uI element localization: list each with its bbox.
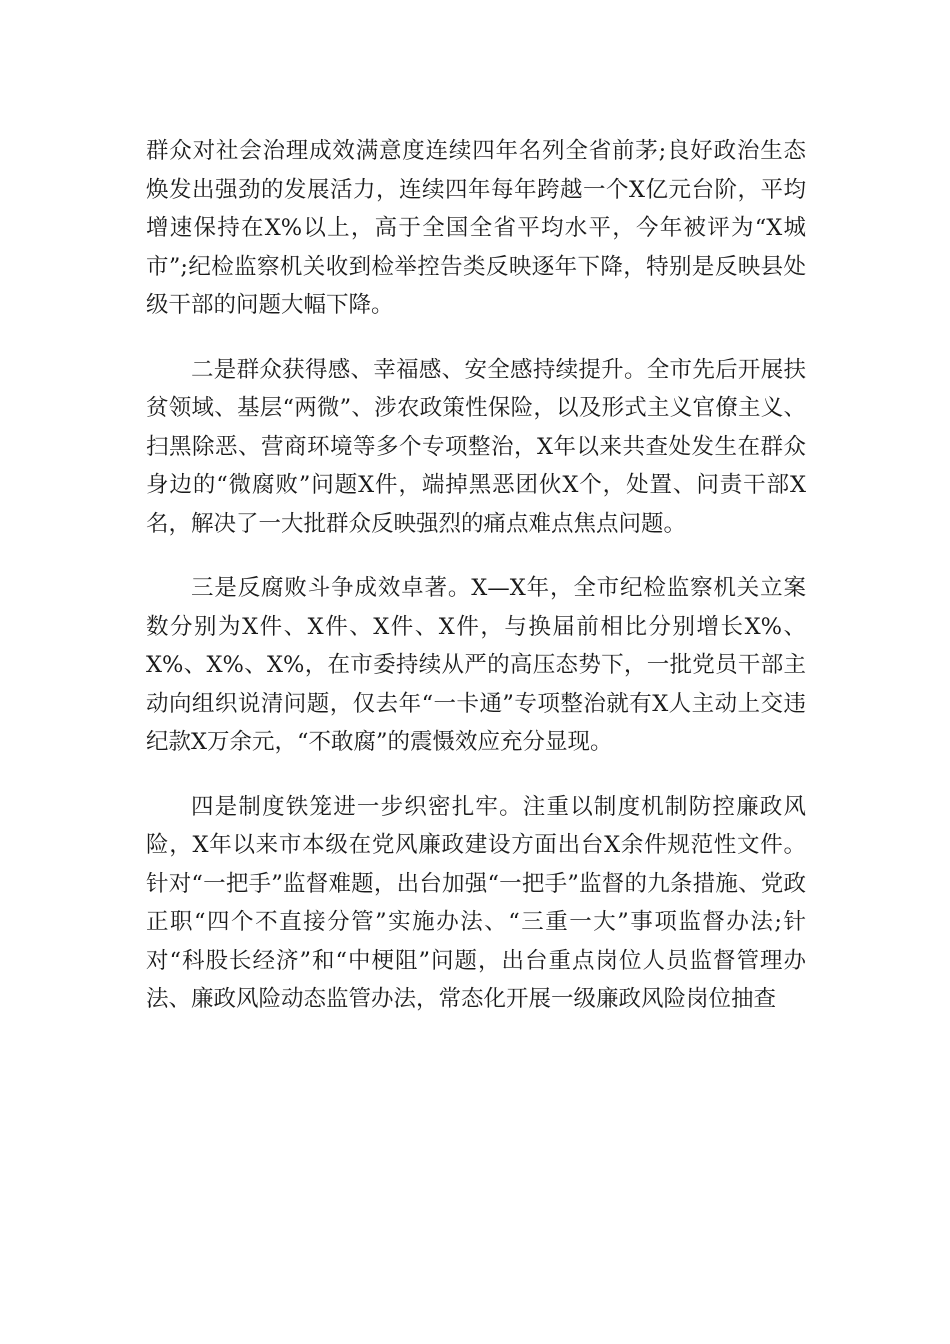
document-body — [146, 132, 806, 1045]
paragraph-2: 二是群众获得感、幸福感、安全感持续提升。全市先后开展扶贫领域、基层“两微”、涉农政策性保险，以及形式主义官僚主义、扫黑除恶、营商环境等多个专项整治，X年以来共查处发生在群众身边的“微腐败”问题X件，端掉黑恶团伙X个，处置、问责干部X名，解决了一大批群众反映强烈的痛点难点焦点问题。 — [146, 356, 806, 537]
paragraph-1: 群众对社会治理成效满意度连续四年名列全省前茅;良好政治生态焕发出强劲的发展活力，连续四年每年跨越一个X亿元台阶，平均增速保持在X%以上，高于全国全省平均水平，今年被评为“X城市”;纪检监察机关收到检举控告类反映逐年下降，特别是反映县处级干部的问题大幅下降。 — [146, 138, 806, 318]
paragraph-4: 四是制度铁笼进一步织密扎牢。注重以制度机制防控廉政风险，X年以来市本级在党风廉政建设方面出台X余件规范性文件。针对“一把手”监督难题，出台加强“一把手”监督的九条措施、党政正职“四个不直接分管”实施办法、“三重一大”事项监督办法;针对“科股长经济”和“中梗阻”问题，出台重点岗位人员监督管理办法、廉政风险动态监管办法，常态化开展一级廉政风险岗位抽查 — [146, 793, 806, 1012]
paragraph-3: 三是反腐败斗争成效卓著。X—X年，全市纪检监察机关立案数分别为X件、X件、X件、X件，与换届前相比分别增长X%、X%、X%、X%，在市委持续从严的高压态势下，一批党员干部主动向组织说清问题，仅去年“一卡通”专项整治就有X人主动上交违纪款X万余元，“不敢腐”的震慑效应充分显现。 — [146, 575, 806, 755]
